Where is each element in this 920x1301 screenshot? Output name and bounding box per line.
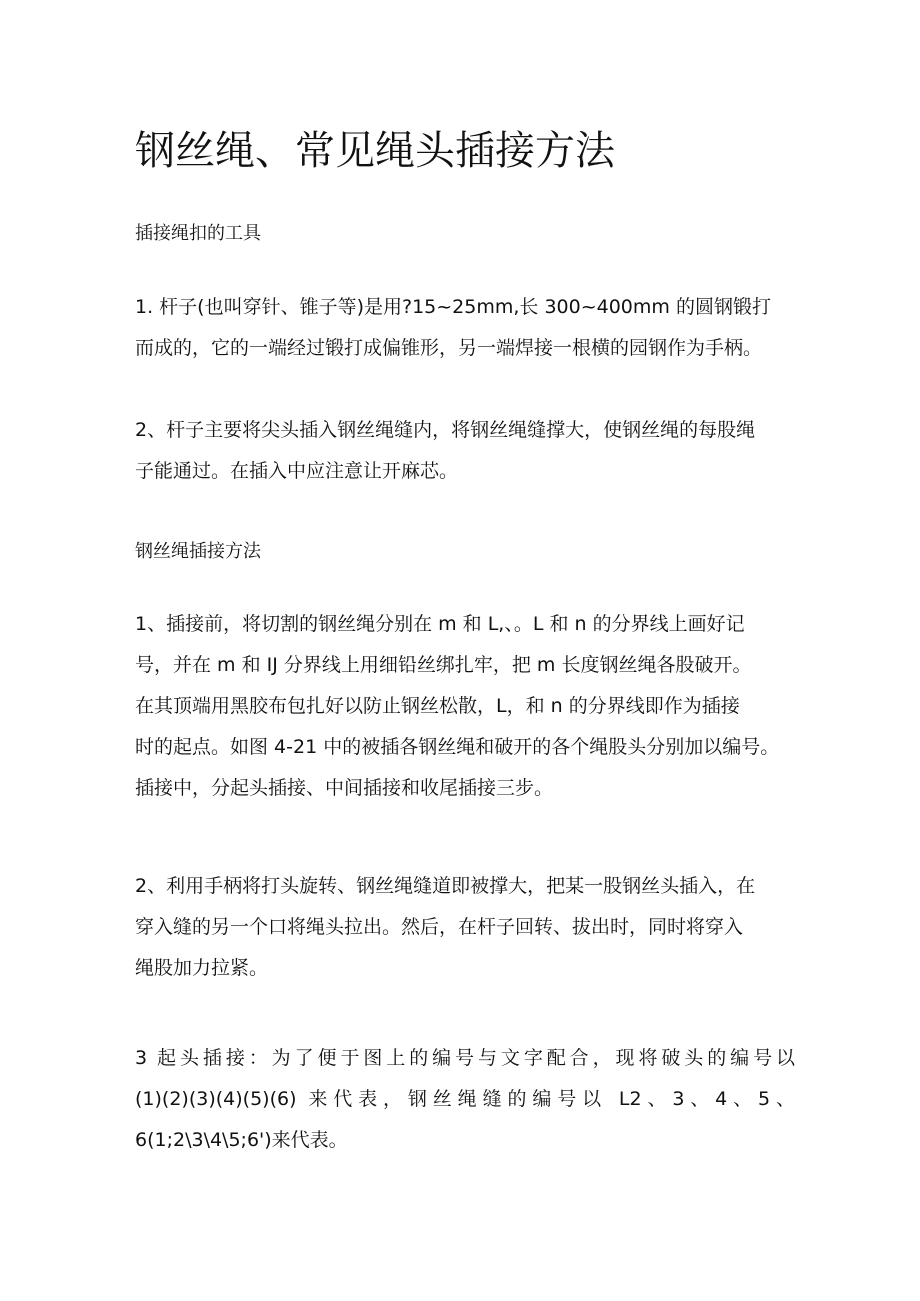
- paragraph-tools-1: [135, 287, 795, 369]
- paragraph-line: 在其顶端用黑胶布包扎好以防止钢丝松散，L，和 n 的分界线即作为插接: [135, 695, 740, 717]
- document-title: 钢丝绳、常见绳头插接方法: [135, 128, 615, 174]
- paragraph-tools-2: [135, 410, 795, 492]
- paragraph-line: 2、杆子主要将尖头插入钢丝绳缝内，将钢丝绳缝撑大，使钢丝绳的每股绳: [135, 419, 756, 441]
- paragraph-method-2: [135, 866, 795, 989]
- paragraph-method-1: [135, 604, 795, 809]
- paragraph-line: 子能通过。在插入中应注意让开麻芯。: [135, 460, 459, 482]
- paragraph-line: 绳股加力拉紧。: [135, 957, 269, 979]
- paragraph-line: 3 起头插接：为了便于图上的编号与文字配合，现将破头的编号以: [135, 1047, 795, 1069]
- section-heading-tools: 插接绳扣的工具: [135, 223, 261, 244]
- paragraph-line: 号，并在 m 和 IJ 分界线上用细铅丝绑扎牢，把 m 长度钢丝绳各股破开。: [135, 654, 752, 676]
- paragraph-line: 2、利用手柄将打头旋转、钢丝绳缝道即被撑大，把某一股钢丝头插入，在: [135, 875, 756, 897]
- paragraph-line: 1. 杆子(也叫穿针、锥子等)是用?15~25mm,长 300~400mm 的圆钢锻打: [135, 296, 771, 318]
- paragraph-line: 6(1;2\3\4\5;6')来代表。: [135, 1129, 348, 1151]
- paragraph-line: 而成的，它的一端经过锻打成偏锥形，另一端焊接一根横的园钢作为手柄。: [135, 337, 763, 359]
- paragraph-line: 1、插接前，将切割的钢丝绳分别在 m 和 L,、。L 和 n 的分界线上画好记: [135, 613, 745, 635]
- paragraph-line: (1)(2)(3)(4)(5)(6) 来代表，钢丝绳缝的编号以 L2、3、4、5、: [135, 1088, 795, 1110]
- paragraph-line: 插接中，分起头插接、中间插接和收尾插接三步。: [135, 777, 554, 799]
- paragraph-method-3: [135, 1038, 795, 1161]
- section-heading-method: 钢丝绳插接方法: [135, 541, 261, 562]
- paragraph-line: 穿入缝的另一个口将绳头拉出。然后，在杆子回转、拔出时，同时将穿入: [135, 916, 744, 938]
- paragraph-line: 时的起点。如图 4-21 中的被插各钢丝绳和破开的各个绳股头分别加以编号。: [135, 736, 780, 758]
